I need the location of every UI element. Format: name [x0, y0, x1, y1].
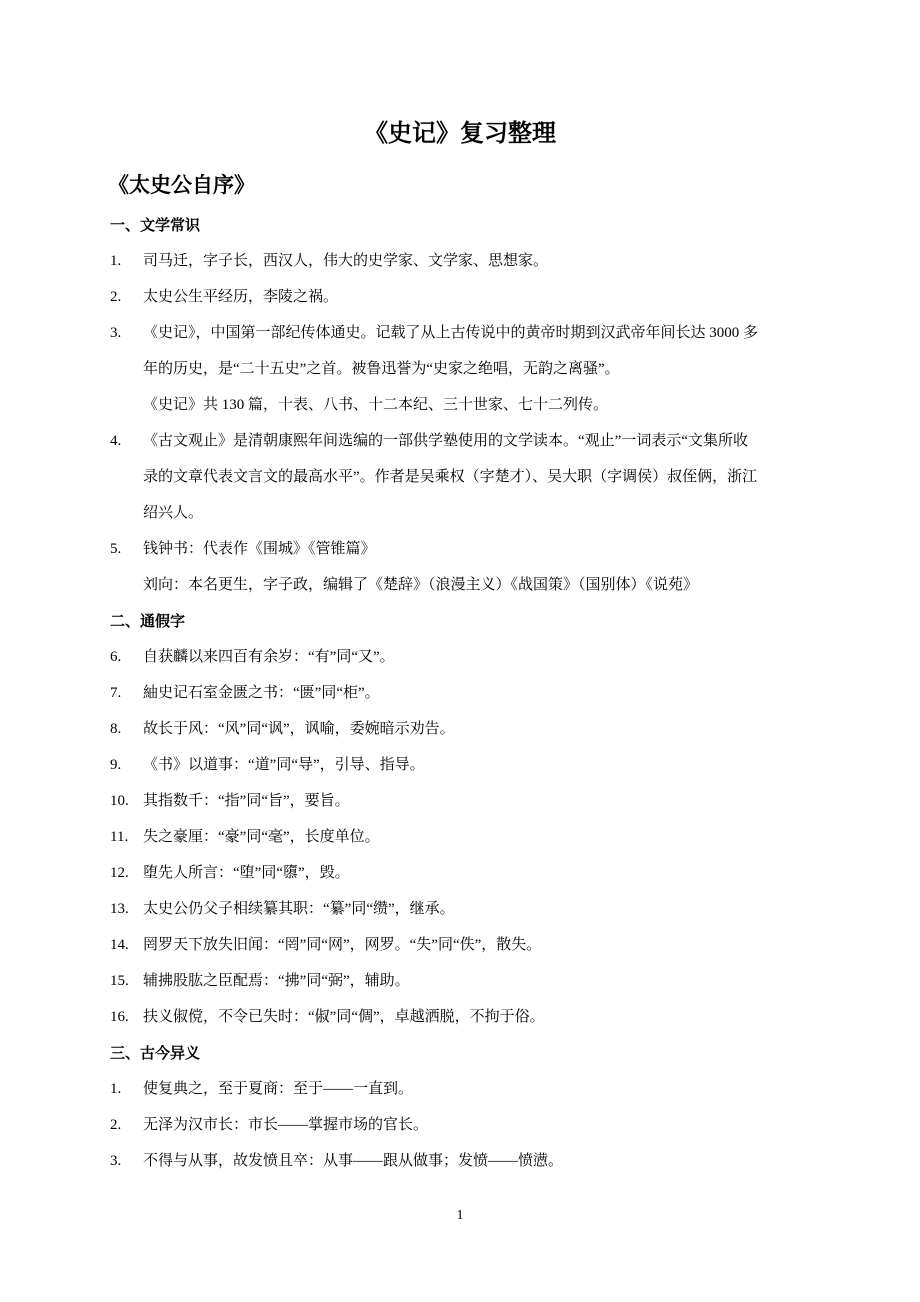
list-item-line: [110, 1143, 830, 1179]
item-number: 1.: [110, 1081, 122, 1097]
list-item-line: [110, 927, 830, 963]
item-number: 7.: [110, 685, 122, 701]
document-title: 《史记》复习整理: [364, 119, 556, 147]
list-item-line: [110, 963, 830, 999]
list-item-line: [110, 1107, 830, 1143]
page-number: 1: [456, 1208, 464, 1223]
item-text: 《书》以道事：“道”同“导”，引导、指导。: [143, 757, 425, 773]
list-item-line: [110, 495, 830, 531]
item-text: 辅拂股肱之臣配焉：“拂”同“弼”，辅助。: [143, 973, 410, 989]
item-text: 无泽为汉市长：市长——掌握市场的官长。: [143, 1117, 429, 1133]
chapter-title: 《太史公自序》: [108, 173, 255, 197]
item-number: 1.: [110, 253, 122, 269]
list-item-line: [110, 423, 830, 459]
item-text: 自获麟以来四百有余岁：“有”同“又”。: [143, 649, 395, 665]
item-text: 罔罗天下放失旧闻：“罔”同“网”，网罗。“失”同“佚”，散失。: [143, 937, 542, 953]
item-text: 《古文观止》是清朝康熙年间选编的一部供学塾使用的文学读本。“观止”一词表示“文集所收: [143, 433, 748, 449]
item-text: 《史记》，中国第一部纪传体通史。记载了从上古传说中的黄帝时期到汉武帝年间长达 3000 多: [143, 325, 759, 341]
list-item-line: [110, 675, 830, 711]
item-number: 11.: [110, 829, 129, 845]
item-number: 5.: [110, 541, 122, 557]
item-number: 8.: [110, 721, 122, 737]
item-text: 其指数千：“指”同“旨”，要旨。: [143, 793, 350, 809]
list-item-line: [110, 783, 830, 819]
item-number: 14.: [110, 937, 129, 953]
list-item-line: [110, 639, 830, 675]
section-heading: 二、通假字: [110, 612, 186, 630]
item-text: 堕先人所言：“堕”同“隳”，毁。: [143, 865, 350, 881]
item-number: 3.: [110, 325, 122, 341]
item-number: 6.: [110, 649, 122, 665]
item-number: 4.: [110, 433, 122, 449]
item-number: 9.: [110, 757, 122, 773]
item-text: 太史公生平经历，李陵之祸。: [143, 289, 339, 305]
list-item-line: [110, 315, 830, 351]
section-heading: 三、古今异义: [110, 1044, 201, 1062]
item-number: 13.: [110, 901, 129, 917]
list-item-line: [110, 711, 830, 747]
item-number: 16.: [110, 1009, 129, 1025]
item-text: 刘向：本名更生，字子政，编辑了《楚辞》（浪漫主义）《战国策》（国别体）《说苑》: [143, 577, 699, 593]
list-item-line: [110, 279, 830, 315]
item-number: 10.: [110, 793, 129, 809]
item-text: 钱钟书：代表作《围城》《管锥篇》: [143, 541, 376, 557]
item-text: 《史记》共 130 篇，十表、八书、十二本纪、三十世家、七十二列传。: [143, 397, 609, 413]
item-text: 扶义俶傥，不令已失时：“俶”同“倜”，卓越洒脱，不拘于俗。: [143, 1009, 545, 1025]
item-number: 2.: [110, 1117, 122, 1133]
list-item-line: [110, 567, 830, 603]
list-item-line: [110, 819, 830, 855]
item-number: 2.: [110, 289, 122, 305]
item-number: 12.: [110, 865, 129, 881]
item-number: 15.: [110, 973, 129, 989]
list-item-line: [110, 891, 830, 927]
section-heading: 一、文学常识: [110, 216, 201, 234]
item-text: 使复典之，至于夏商：至于——一直到。: [143, 1081, 414, 1097]
item-text: 录的文章代表文言文的最高水平”。作者是吴乘权（字楚才）、吴大职（字调侯）叔侄俩，浙江: [143, 469, 758, 485]
list-item-line: [110, 351, 830, 387]
item-text: 司马迁，字子长，西汉人，伟大的史学家、文学家、思想家。: [143, 253, 549, 269]
item-text: 太史公仍父子相续纂其职：“纂”同“缵”，继承。: [143, 901, 455, 917]
list-item-line: [110, 855, 830, 891]
list-item-line: [110, 243, 830, 279]
item-text: 故长于风：“风”同“讽”，讽喻，委婉暗示劝告。: [143, 721, 455, 737]
list-item-line: [110, 1071, 830, 1107]
item-number: 3.: [110, 1153, 122, 1169]
list-item-line: [110, 459, 830, 495]
list-item-line: [110, 531, 830, 567]
document-body: [110, 207, 830, 1179]
list-item-line: [110, 999, 830, 1035]
item-text: 不得与从事，故发愤且卒：从事——跟从做事；发愤——愤懑。: [143, 1153, 564, 1169]
item-text: 紬史记石室金匮之书：“匮”同“柜”。: [143, 685, 380, 701]
list-item-line: [110, 747, 830, 783]
item-text: 绍兴人。: [143, 505, 204, 521]
item-text: 失之豪厘：“豪”同“毫”，长度单位。: [143, 829, 380, 845]
item-text: 年的历史，是“二十五史”之首。被鲁迅誉为“史家之绝唱，无韵之离骚”。: [143, 361, 620, 377]
list-item-line: [110, 387, 830, 423]
